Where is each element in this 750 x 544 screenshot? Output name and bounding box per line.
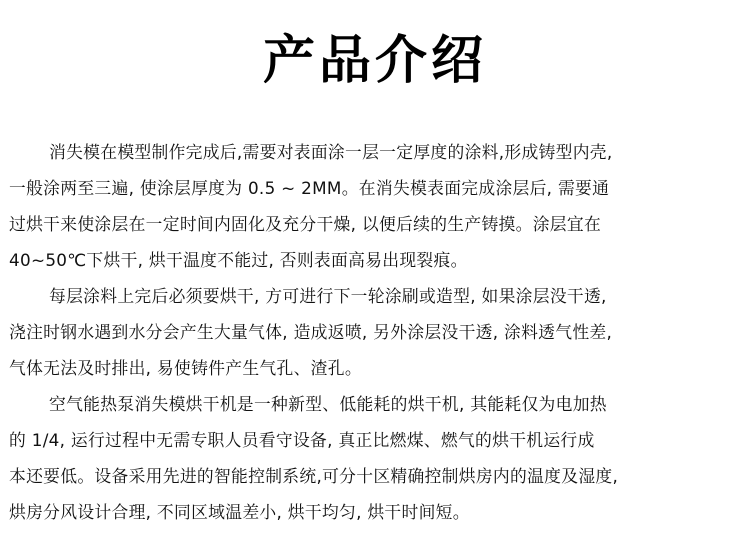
paragraph-1-line-4: 40~50℃下烘干, 烘干温度不能过, 否则表面高易出现裂痕。 [9,250,468,270]
paragraph-2-line-1: 每层涂料上完后必须要烘干, 方可进行下一轮涂刷或造型, 如果涂层没干透, [49,286,607,306]
paragraph-3-line-2: 的 1/4, 运行过程中无需专职人员看守设备, 真正比燃煤、燃气的烘干机运行成 [9,430,595,450]
paragraph-3-line-3: 本还要低。设备采用先进的智能控制系统,可分十区精确控制烘房内的温度及湿度, [9,466,619,486]
paragraph-3-line-1: 空气能热泵消失模烘干机是一种新型、低能耗的烘干机, 其能耗仅为电加热 [49,394,607,414]
body-text [9,134,744,530]
paragraph-1-line-3: 过烘干来使涂层在一定时间内固化及充分干燥, 以便后续的生产铸摸。涂层宜在 [9,214,602,234]
paragraph-2-line-3: 气体无法及时排出, 易使铸件产生气孔、渣孔。 [9,358,362,378]
paragraph-1-line-1: 消失模在模型制作完成后,需要对表面涂一层一定厚度的涂料,形成铸型内壳, [49,142,613,162]
paragraph-3-line-4: 烘房分风设计合理, 不同区域温差小, 烘干均匀, 烘干时间短。 [9,502,470,522]
paragraph-1-line-2: 一般涂两至三遍, 使涂层厚度为 0.5 ~ 2MM。在消失模表面完成涂层后, 需要通 [9,178,610,198]
paragraph-2-line-2: 浇注时钢水遇到水分会产生大量气体, 造成返喷, 另外涂层没干透, 涂料透气性差, [9,322,613,342]
page-title: 产品介绍 [262,31,487,91]
